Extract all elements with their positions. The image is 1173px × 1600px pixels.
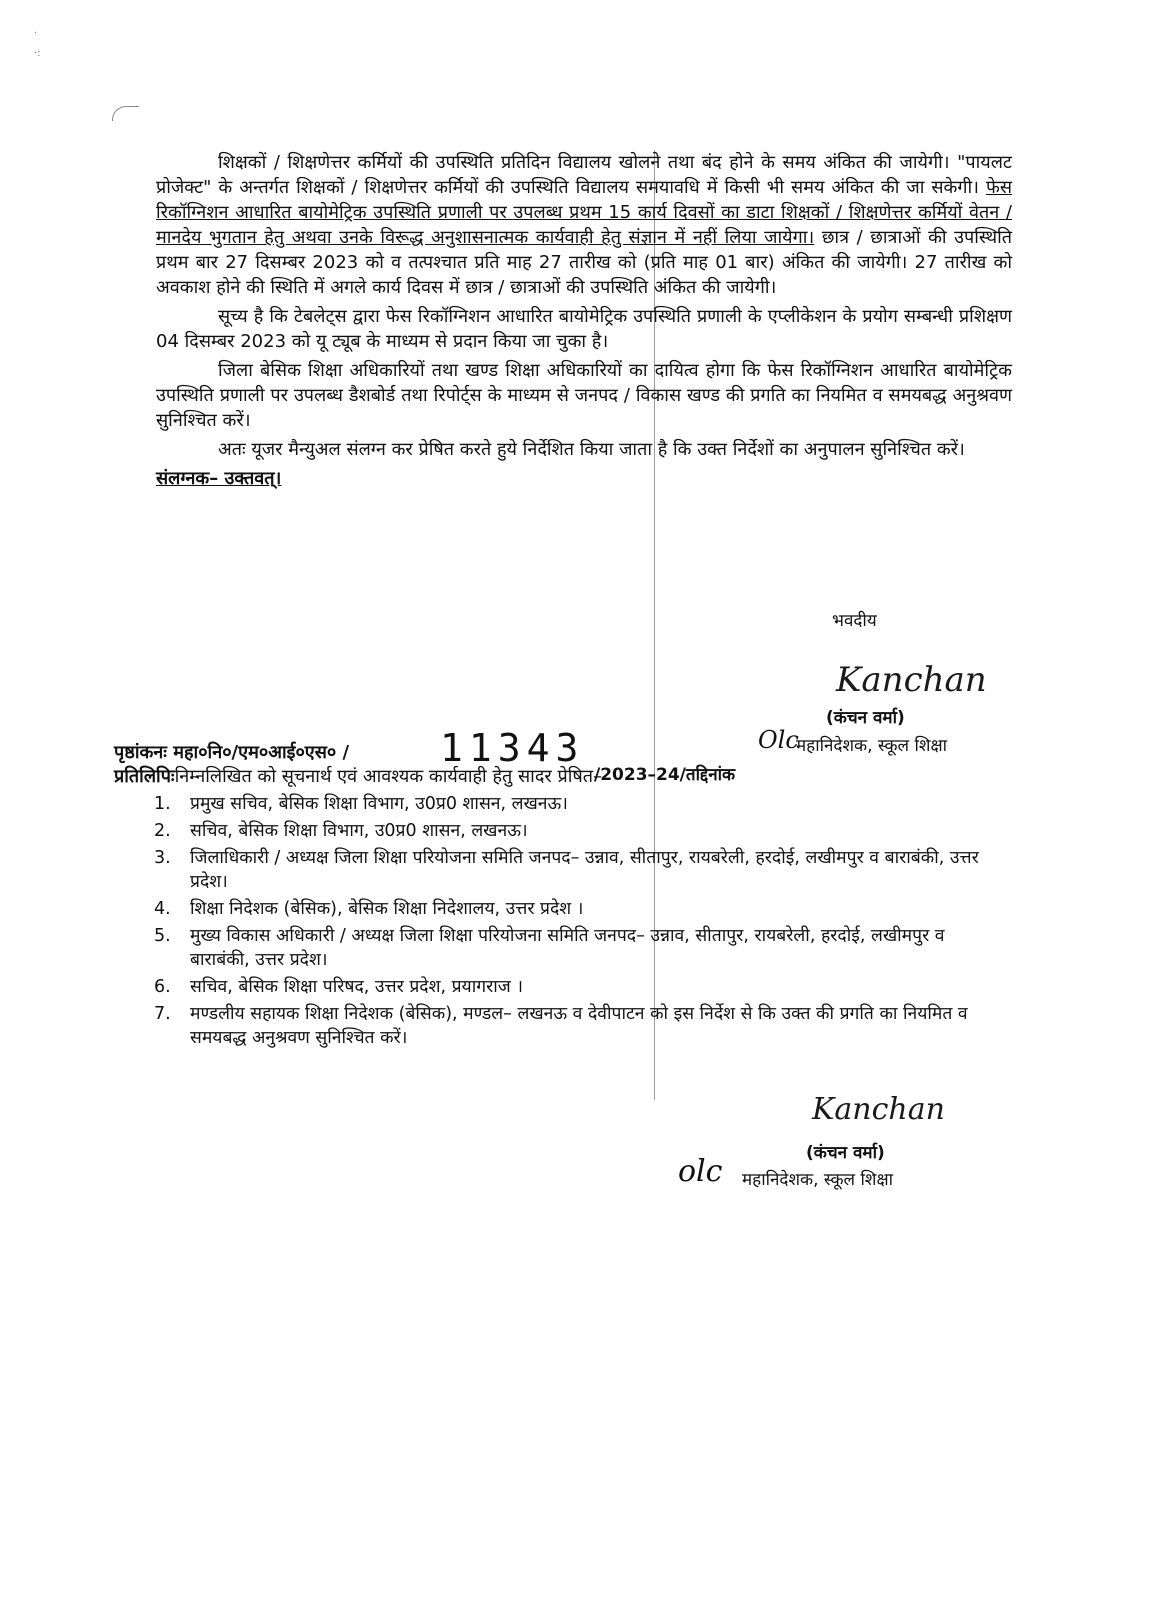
copy-to-heading: प्रतिलिपिःनिम्नलिखित को सूचनार्थ एवं आवश्यक कार्यवाही हेतु सादर प्रेषित– (114, 766, 603, 787)
list-item: 2. सचिव, बेसिक शिक्षा विभाग, उ0प्र0 शासन, लखनऊ। (154, 821, 528, 841)
signatory-name: (कंचन वर्मा) (806, 1143, 885, 1163)
list-item: 3. जिलाधिकारी / अध्यक्ष जिला शिक्षा परियोजना समिति जनपद– उन्नाव, सीतापुर, रायबरेली, हरदोई, लखीमपुर व बाराबंकी, उत्तर प्रदेश। (154, 848, 979, 892)
list-item: 1. प्रमुख सचिव, बेसिक शिक्षा विभाग, उ0प्र0 शासन, लखनऊ। (154, 794, 568, 814)
underlined-clause: फेस रिकॉग्निशन आधारित बायोमेट्रिक उपस्थिति प्रणाली पर उपलब्ध प्रथम 15 कार्य दिवसों का डाटा शिक्षकों / शिक्षणेत्तर कर्मियों वेतन / मानदेय भुगतान हेतु अथवा उनके विरूद्ध अनुशासनात्मक कार्यवाही हेतु संज्ञान में नहीं लिया जायेगा। (156, 177, 1012, 248)
signatory-designation: महानिदेशक, स्कूल शिक्षा (796, 736, 948, 756)
list-item: 5. मुख्य विकास अधिकारी / अध्यक्ष जिला शिक्षा परियोजना समिति जनपद– उन्नाव, सीतापुर, रायबरेली, हरदोई, लखीमपुर व बाराबंकी, उत्तर प्रदेश। (154, 926, 945, 970)
paragraph-4: अतः यूजर मैन्युअल संलग्न कर प्रेषित करते हुये निर्देशित किया जाता है कि उक्त निर्देशों का अनुपालन सुनिश्चित करें। (218, 439, 965, 460)
letter-body (156, 150, 1012, 491)
closing-salutation: भवदीय (832, 611, 877, 631)
list-item: 4. शिक्षा निदेशक (बेसिक), बेसिक शिक्षा निदेशालय, उत्तर प्रदेश । (154, 899, 584, 919)
signature-scribble: Kanchan (812, 1092, 945, 1127)
signatory-initials: olc (678, 1154, 723, 1189)
recipient-list (154, 792, 984, 1053)
signature-scribble: Kanchan (836, 660, 987, 700)
punch-mark (112, 106, 139, 121)
list-item: 7. मण्डलीय सहायक शिक्षा निदेशक (बेसिक), मण्डल– लखनऊ व देवीपाटन को इस निर्देश से कि उक्त की प्रगति का नियमित व समयबद्ध अनुश्रवण सुनिश्चित करें। (154, 1004, 968, 1048)
signatory-designation: महानिदेशक, स्कूल शिक्षा (742, 1170, 894, 1190)
signatory-name: (कंचन वर्मा) (826, 708, 905, 728)
reference-year: /2023–24/तद्दिनांक (594, 765, 736, 785)
paragraph-1: शिक्षकों / शिक्षणेत्तर कर्मियों की उपस्थिति प्रतिदिन विद्यालय खोलने तथा बंद होने के समय अंकित की जायेगी। "पायलट प्रोजेक्ट" के अन्तर्गत शिक्षकों / शिक्षणेत्तर कर्मियों की उपस्थिति विद्यालय समयावधि में किसी भी समय अंकित की जा सकेगी। फेस रिकॉग्निशन आधारित बायोमेट्रिक उपस्थिति प्रणाली पर उपलब्ध प्रथम 15 कार्य दिवसों का डाटा शिक्षकों / शिक्षणेत्तर कर्मियों वेतन / मानदेय भुगतान हेतु अथवा उनके विरूद्ध अनुशासनात्मक कार्यवाही हेतु संज्ञान में नहीं लिया जायेगा। छात्र / छात्राओं की उपस्थिति प्रथम बार 27 दिसम्बर 2023 को व तत्पश्चात प्रति माह 27 तारीख को (प्रति माह 01 बार) अंकित की जायेगी। 27 तारीख को अवकाश होने की स्थिति में अगले कार्य दिवस में छात्र / छात्राओं की उपस्थिति अंकित की जायेगी। (156, 152, 1012, 298)
paragraph-3: जिला बेसिक शिक्षा अधिकारियों तथा खण्ड शिक्षा अधिकारियों का दायित्व होगा कि फेस रिकॉग्निशन आधारित बायोमेट्रिक उपस्थिति प्रणाली पर उपलब्ध डैशबोर्ड तथा रिपोर्ट्स के माध्यम से जनपद / विकास खण्ड की प्रगति का नियमित व समयबद्ध अनुश्रवण सुनिश्चित करें। (156, 360, 1012, 431)
list-item: 6. सचिव, बेसिक शिक्षा परिषद, उत्तर प्रदेश, प्रयागराज । (154, 977, 523, 997)
signatory-initials: Olc (758, 726, 799, 754)
enclosure-note: संलग्नक– उक्तवत्। (156, 468, 282, 489)
reference-number-handwritten: 11343 (440, 726, 585, 770)
reference-line: पृष्ठांकनः महा०नि०/एम०आई०एस० / (114, 742, 350, 763)
scan-specks: · ·: (34, 28, 41, 59)
paragraph-2: सूच्य है कि टेबलेट्स द्वारा फेस रिकॉग्निशन आधारित बायोमेट्रिक उपस्थिति प्रणाली के एप्लीकेशन के प्रयोग सम्बन्धी प्रशिक्षण 04 दिसम्बर 2023 को यू ट्यूब के माध्यम से प्रदान किया जा चुका है। (156, 306, 1012, 352)
